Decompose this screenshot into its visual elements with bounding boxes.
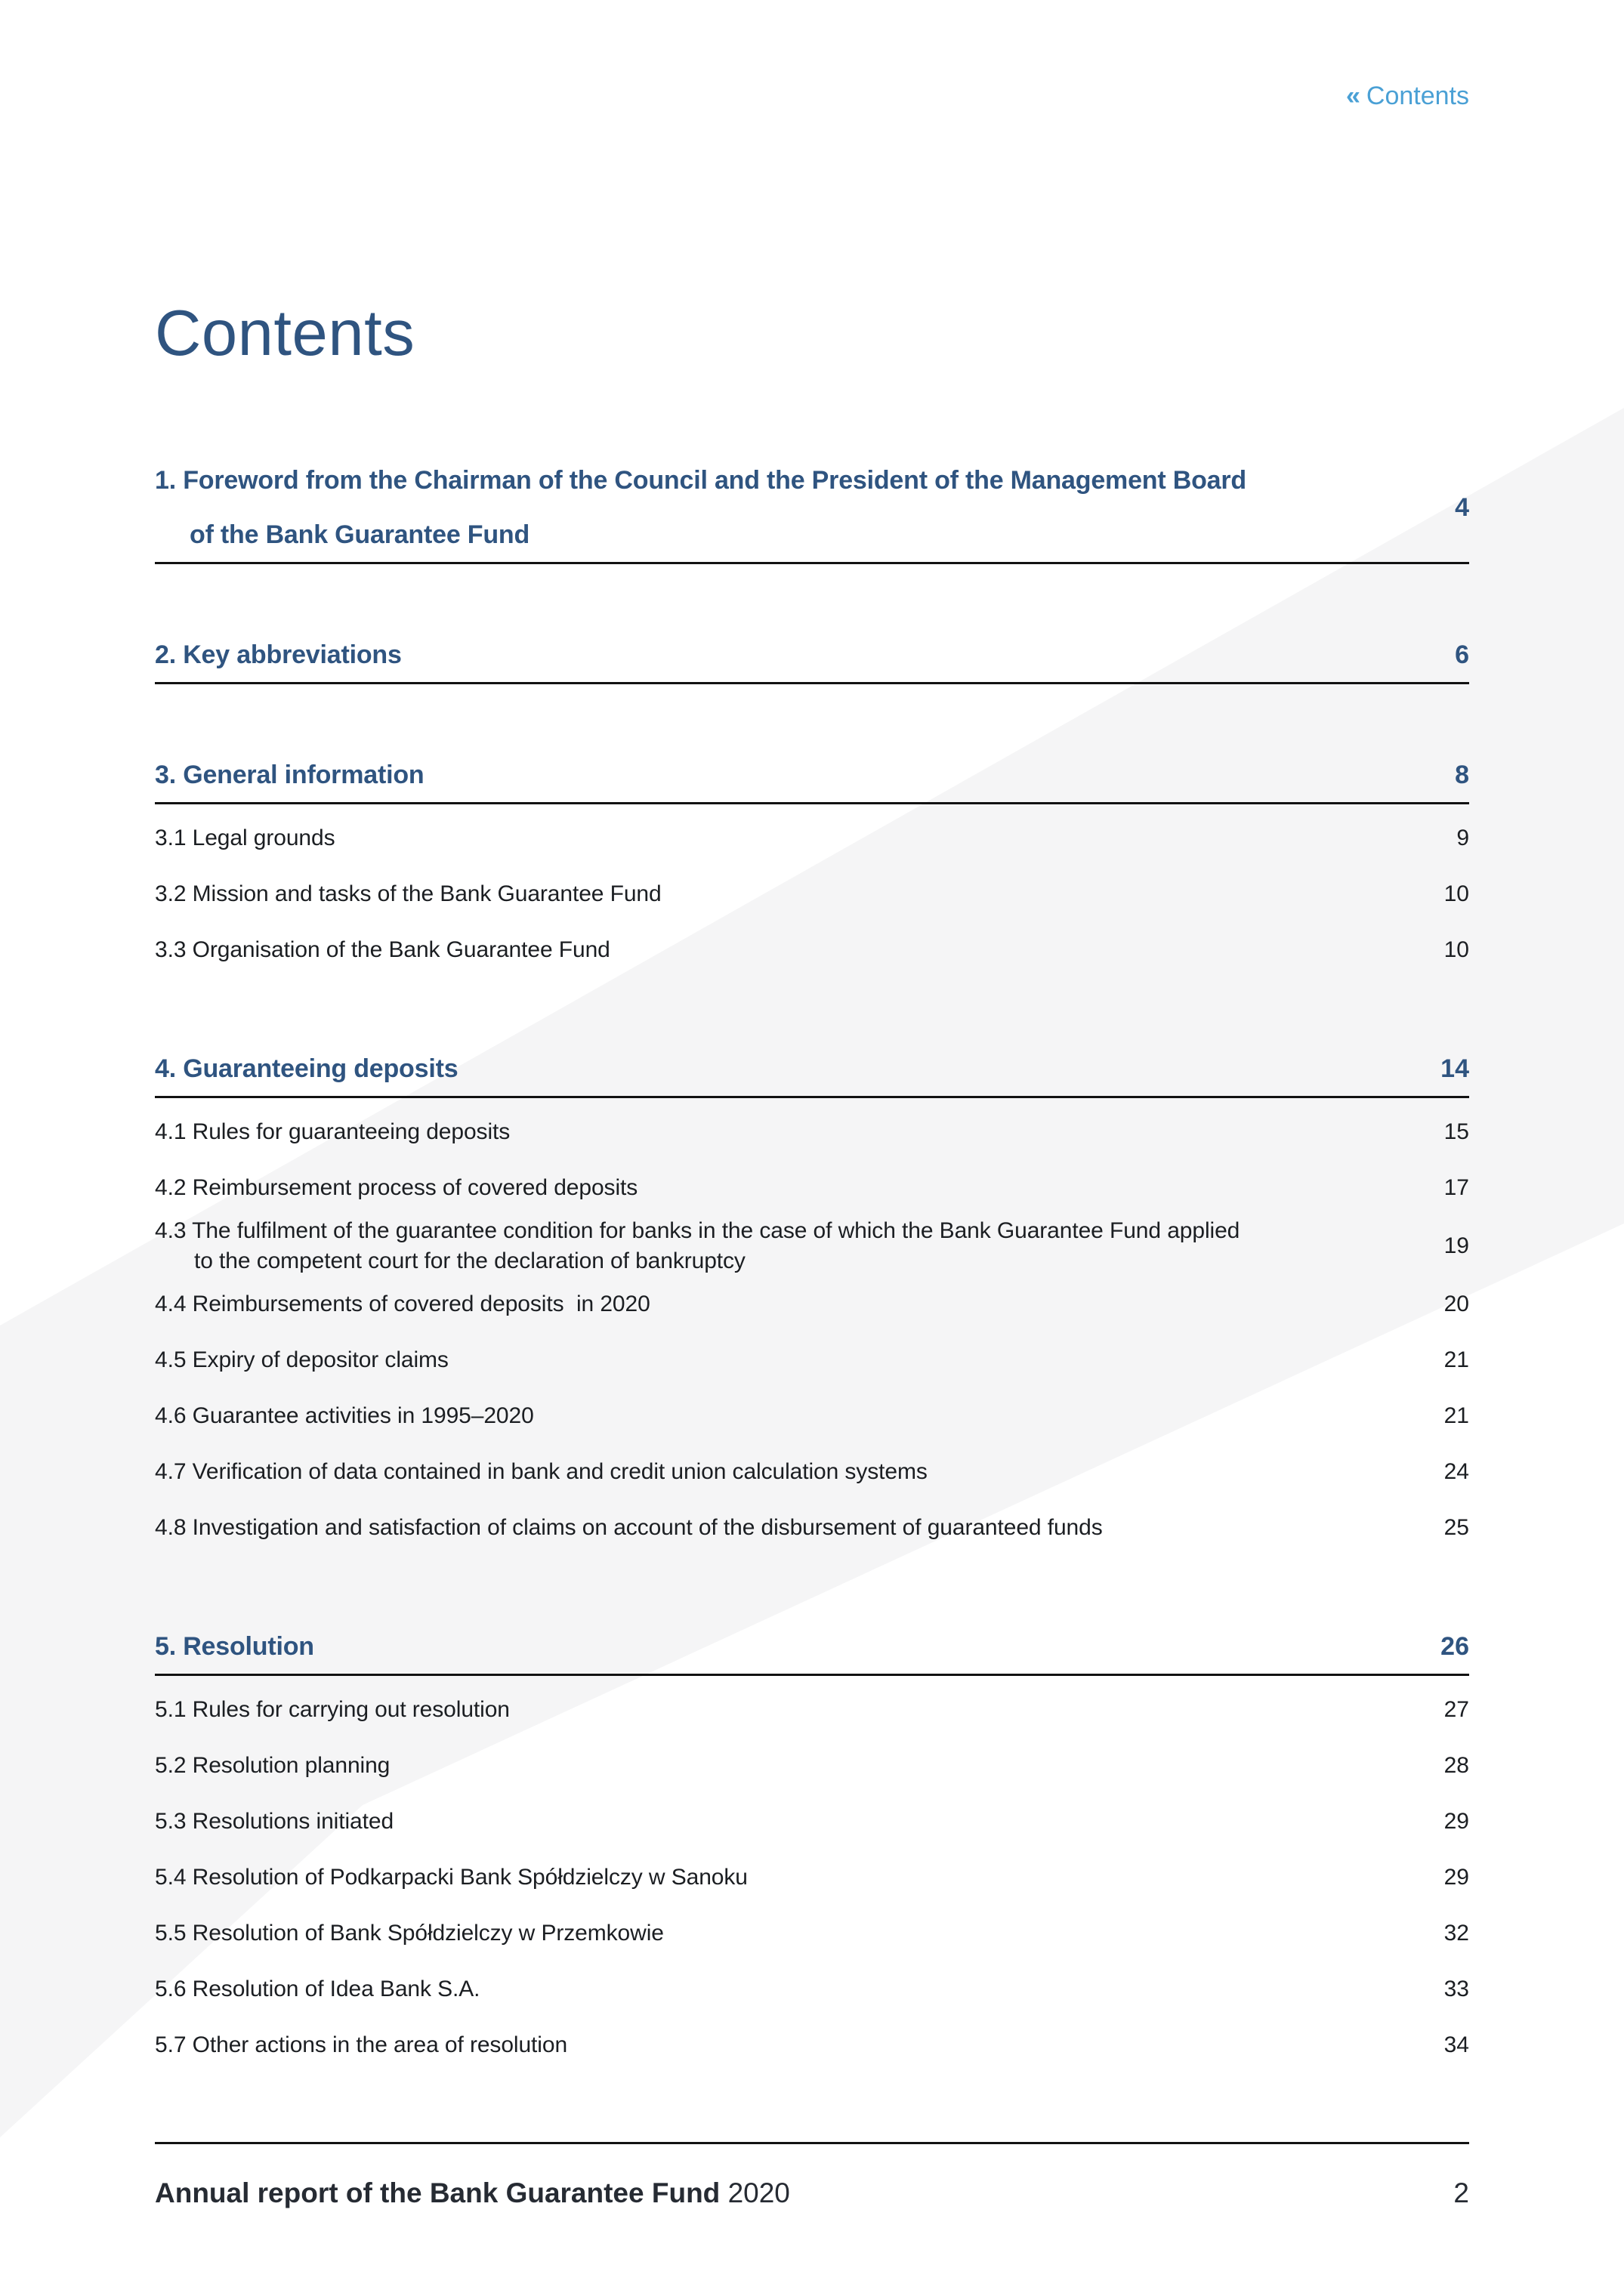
page-footer — [155, 2142, 1469, 2209]
toc-item[interactable] — [155, 1216, 1469, 1276]
back-link-label: Contents — [1366, 82, 1469, 110]
section-title — [155, 1619, 1409, 1674]
section-title-line: 3. General information — [155, 761, 425, 789]
toc-item-line: 4.6 Guarantee activities in 1995–2020 — [155, 1403, 534, 1428]
toc-item-page-number: 33 — [1443, 1977, 1469, 2001]
toc-item[interactable] — [155, 1961, 1469, 2017]
toc-item-line: to the competent court for the declaration of bankruptcy — [194, 1248, 746, 1273]
toc-item-line: 3.2 Mission and tasks of the Bank Guarantee Fund — [155, 881, 662, 906]
toc-item[interactable] — [155, 810, 1469, 866]
toc-item[interactable] — [155, 1906, 1469, 1961]
toc-item-title — [155, 1173, 1409, 1203]
footer-title-bold: Annual report of the Bank Guarantee Fund — [155, 2177, 721, 2208]
toc-item-page-number: 17 — [1443, 1175, 1469, 1200]
toc-item-title — [155, 1695, 1409, 1725]
toc-subsection-list — [155, 1104, 1469, 1556]
toc-item-title — [155, 2030, 1409, 2060]
toc-item[interactable] — [155, 1276, 1469, 1332]
footer-year: 2020 — [727, 2177, 790, 2208]
toc-item-line: 4.5 Expiry of depositor claims — [155, 1347, 449, 1372]
back-to-contents-link[interactable] — [1346, 82, 1469, 111]
toc-item[interactable] — [155, 1388, 1469, 1444]
toc-item-page-number: 34 — [1443, 2032, 1469, 2057]
double-chevron-left-icon: « — [1345, 82, 1360, 110]
toc-item-page-number: 24 — [1443, 1459, 1469, 1484]
toc-item-title — [155, 823, 1409, 853]
section-title-line: 4. Guaranteeing deposits — [155, 1054, 458, 1083]
toc-item-page-number: 19 — [1443, 1233, 1469, 1258]
toc-item-title — [155, 1457, 1409, 1487]
toc-item[interactable] — [155, 1332, 1469, 1388]
toc-item-page-number: 21 — [1443, 1347, 1469, 1372]
toc-item-line: 4.8 Investigation and satisfaction of claims on account of the disbursement of guaranteed funds — [155, 1515, 1103, 1540]
toc-item-title — [155, 1345, 1409, 1375]
footer-report-title — [155, 2177, 1453, 2209]
toc-item-page-number: 29 — [1443, 1809, 1469, 1834]
toc-item-page-number: 9 — [1456, 826, 1469, 850]
toc-subsection-list — [155, 810, 1469, 978]
toc-item-line: 5.3 Resolutions initiated — [155, 1809, 394, 1834]
toc-item-title — [155, 1216, 1409, 1276]
toc-item[interactable] — [155, 1682, 1469, 1738]
toc-item[interactable] — [155, 1104, 1469, 1160]
section-title — [155, 748, 1409, 802]
section-title-line: of the Bank Guarantee Fund — [190, 520, 530, 549]
section-page-number: 8 — [1455, 760, 1469, 789]
table-of-contents — [155, 453, 1469, 2073]
toc-item[interactable] — [155, 866, 1469, 922]
toc-item-title — [155, 1918, 1409, 1949]
toc-section-heading[interactable] — [155, 748, 1469, 804]
toc-item-line: 4.4 Reimbursements of covered deposits in 2020 — [155, 1292, 650, 1316]
toc-item[interactable] — [155, 1500, 1469, 1556]
toc-item-title — [155, 1289, 1409, 1319]
section-title — [155, 628, 1409, 682]
toc-item-title — [155, 1513, 1409, 1543]
toc-item-title — [155, 1862, 1409, 1893]
toc-section-heading[interactable] — [155, 1619, 1469, 1676]
section-title — [155, 453, 1409, 562]
section-page-number: 6 — [1455, 640, 1469, 669]
section-page-number: 26 — [1440, 1631, 1469, 1661]
toc-item-title — [155, 1117, 1409, 1147]
toc-item[interactable] — [155, 1850, 1469, 1906]
toc-item-title — [155, 879, 1409, 909]
toc-item-page-number: 28 — [1443, 1753, 1469, 1778]
toc-section-heading[interactable] — [155, 628, 1469, 684]
toc-section — [155, 748, 1469, 978]
page-title: Contents — [155, 298, 415, 369]
toc-section-heading[interactable] — [155, 453, 1469, 564]
section-title-line: 1. Foreword from the Chairman of the Council and the President of the Management Board — [155, 466, 1246, 495]
section-title — [155, 1042, 1409, 1096]
toc-item-line: 4.3 The fulfilment of the guarantee condition for banks in the case of which the Bank Guarantee Fund applied — [155, 1218, 1240, 1243]
toc-item-title — [155, 1751, 1409, 1781]
toc-section — [155, 1619, 1469, 2073]
toc-item-line: 5.1 Rules for carrying out resolution — [155, 1697, 510, 1722]
toc-item-line: 3.1 Legal grounds — [155, 826, 335, 850]
toc-section-heading[interactable] — [155, 1042, 1469, 1098]
toc-item-line: 4.1 Rules for guaranteeing deposits — [155, 1119, 511, 1144]
toc-subsection-list — [155, 1682, 1469, 2073]
toc-item-page-number: 32 — [1443, 1921, 1469, 1946]
toc-item-page-number: 27 — [1443, 1697, 1469, 1722]
toc-item-title — [155, 1807, 1409, 1837]
toc-item-page-number: 25 — [1443, 1515, 1469, 1540]
toc-item-page-number: 20 — [1443, 1292, 1469, 1316]
toc-section — [155, 628, 1469, 684]
toc-item-page-number: 29 — [1443, 1865, 1469, 1890]
section-title-line: 2. Key abbreviations — [155, 640, 402, 669]
toc-item-line: 5.2 Resolution planning — [155, 1753, 391, 1778]
footer-page-number: 2 — [1453, 2177, 1469, 2208]
toc-item[interactable] — [155, 1794, 1469, 1850]
section-page-number: 4 — [1455, 492, 1469, 522]
section-title-line: 5. Resolution — [155, 1632, 314, 1661]
toc-item[interactable] — [155, 922, 1469, 978]
toc-item-line: 4.7 Verification of data contained in bank and credit union calculation systems — [155, 1459, 928, 1484]
toc-item[interactable] — [155, 1160, 1469, 1216]
toc-item-line: 3.3 Organisation of the Bank Guarantee Fund — [155, 937, 610, 962]
toc-content — [155, 0, 1469, 2137]
toc-item-title — [155, 1401, 1409, 1431]
toc-item[interactable] — [155, 2017, 1469, 2073]
toc-item-line: 5.7 Other actions in the area of resolution — [155, 2032, 568, 2057]
toc-item[interactable] — [155, 1444, 1469, 1500]
toc-item-line: 4.2 Reimbursement process of covered deposits — [155, 1175, 638, 1200]
toc-item-page-number: 10 — [1443, 937, 1469, 962]
toc-item[interactable] — [155, 1738, 1469, 1794]
toc-item-page-number: 10 — [1443, 881, 1469, 906]
toc-item-line: 5.6 Resolution of Idea Bank S.A. — [155, 1977, 480, 2001]
toc-item-line: 5.5 Resolution of Bank Spółdzielczy w Przemkowie — [155, 1921, 664, 1946]
toc-item-title — [155, 1974, 1409, 2004]
toc-section — [155, 1042, 1469, 1556]
toc-item-page-number: 21 — [1443, 1403, 1469, 1428]
section-page-number: 14 — [1440, 1054, 1469, 1083]
toc-item-title — [155, 935, 1409, 965]
toc-section — [155, 453, 1469, 564]
toc-item-line: 5.4 Resolution of Podkarpacki Bank Spółdzielczy w Sanoku — [155, 1865, 748, 1890]
toc-item-page-number: 15 — [1443, 1119, 1469, 1144]
